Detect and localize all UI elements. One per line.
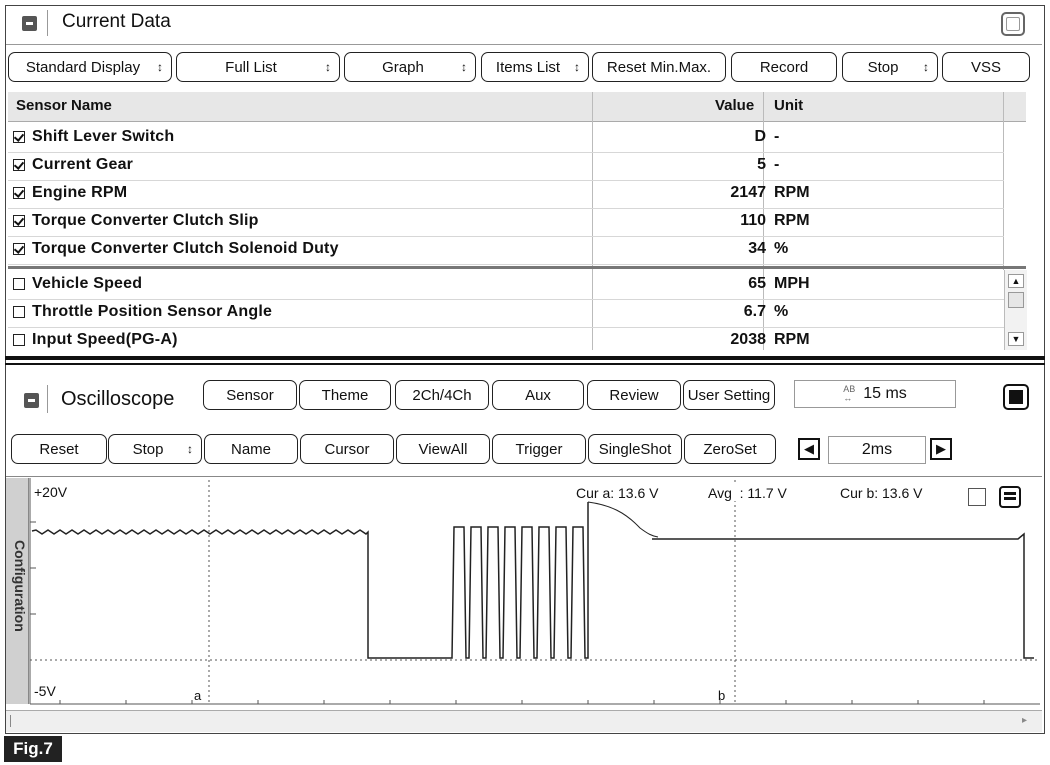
left-arrow-icon[interactable]: ◀: [798, 438, 820, 460]
review-button-label: Review: [609, 386, 659, 404]
sensor-name: Input Speed(PG-A): [32, 331, 178, 348]
sensor-unit: %: [774, 303, 789, 320]
osc-viewall-button-label: ViewAll: [418, 440, 468, 458]
y-bottom-label: -5V: [34, 683, 56, 699]
aux-button-label: Aux: [525, 386, 551, 404]
sensor-value: 6.7: [743, 303, 766, 320]
cursor-b-label: b: [718, 688, 726, 703]
theme-button-label: Theme: [321, 386, 369, 404]
y-top-label: +20V: [34, 484, 68, 500]
sensor-name: Torque Converter Clutch Solenoid Duty: [32, 240, 339, 257]
cursor-a-label: a: [194, 688, 202, 703]
sensor-unit: -: [774, 128, 780, 145]
sensor-button-label: Sensor: [226, 386, 274, 404]
updown-arrow-icon: ↕: [574, 60, 580, 74]
sensor-name: Throttle Position Sensor Angle: [32, 303, 273, 320]
readout-cursor-a: Cur a: 13.6 V: [576, 485, 659, 501]
vss-button-label: VSS: [970, 58, 1001, 76]
sensor-name: Shift Lever Switch: [32, 128, 175, 145]
sensor-value: 5: [757, 156, 766, 173]
right-arrow-icon[interactable]: ▶: [930, 438, 952, 460]
sensor-name: Current Gear: [32, 156, 134, 173]
updown-arrow-icon: ↕: [461, 60, 467, 74]
oscilloscope-title: Oscilloscope: [61, 388, 175, 410]
graph-button-label: Graph: [382, 58, 424, 76]
reset-min-max-button-label: Reset Min.Max.: [606, 58, 712, 76]
sensor-unit: RPM: [774, 184, 810, 201]
osc-reset-button-label: Reset: [39, 440, 79, 458]
osc-singleshot-button-label: SingleShot: [598, 440, 672, 458]
sensor-unit: RPM: [774, 212, 810, 229]
configuration-tab-label: Configuration: [12, 540, 28, 632]
sensor-name: Torque Converter Clutch Slip: [32, 212, 259, 229]
waveform-trace: [32, 502, 1034, 658]
osc-cursor-button-label: Cursor: [324, 440, 370, 458]
scroll-up-icon[interactable]: ▲: [1008, 274, 1024, 288]
sensor-value: D: [754, 128, 766, 145]
sensor-name: Vehicle Speed: [32, 275, 143, 292]
2ch-4ch-button-label: 2Ch/4Ch: [412, 386, 472, 404]
waveform-decay: [588, 502, 658, 537]
updown-arrow-icon: ↕: [325, 60, 331, 74]
sensor-value: 2147: [730, 184, 766, 201]
readout-average: Avg : 11.7 V: [708, 485, 787, 501]
record-button-label: Record: [759, 58, 809, 76]
sensor-value: 65: [748, 275, 766, 292]
updown-arrow-icon: ↕: [923, 60, 929, 74]
scope-grid: [30, 478, 1040, 704]
updown-arrow-icon: ↕: [157, 60, 163, 74]
user-setting-button-label: User Setting: [687, 386, 771, 404]
items-list-button-label: Items List: [495, 58, 561, 76]
osc-stop-button-label: Stop: [132, 440, 164, 458]
col-unit[interactable]: Unit: [774, 97, 804, 114]
sensor-unit: MPH: [774, 275, 810, 292]
horizontal-scrollbar[interactable]: [6, 710, 1042, 732]
sensor-unit: -: [774, 156, 780, 173]
col-value[interactable]: Value: [715, 97, 755, 114]
sensor-value: 34: [748, 240, 766, 257]
updown-arrow-icon: ↕: [187, 442, 193, 456]
sensor-name: Engine RPM: [32, 184, 128, 201]
sensor-value: 2038: [730, 331, 766, 348]
standard-display-button-label: Standard Display: [25, 58, 141, 76]
channel-menu-icon[interactable]: [999, 486, 1021, 508]
scroll-right-icon[interactable]: ▸: [1022, 715, 1028, 726]
time-value: 15 ms: [863, 385, 907, 402]
osc-name-button-label: Name: [230, 440, 271, 458]
sensor-unit: %: [774, 240, 789, 257]
time-icon: AB ↔: [843, 384, 856, 403]
readout-cursor-b: Cur b: 13.6 V: [840, 485, 923, 501]
osc-trigger-button-label: Trigger: [515, 440, 563, 458]
current-data-title: Current Data: [62, 11, 171, 32]
sensor-unit: RPM: [774, 331, 810, 348]
osc-zeroset-button-label: ZeroSet: [703, 440, 757, 458]
full-list-button-label: Full List: [225, 58, 277, 76]
stop-button-label: Stop: [867, 58, 899, 76]
time-div-field[interactable]: 2ms: [828, 436, 926, 464]
channel-checkbox[interactable]: [968, 488, 986, 506]
scroll-down-icon[interactable]: ▼: [1008, 332, 1024, 346]
col-sensor-name[interactable]: Sensor Name: [16, 97, 112, 114]
sensor-value: 110: [740, 212, 766, 229]
figure-label: Fig.7: [4, 736, 62, 762]
